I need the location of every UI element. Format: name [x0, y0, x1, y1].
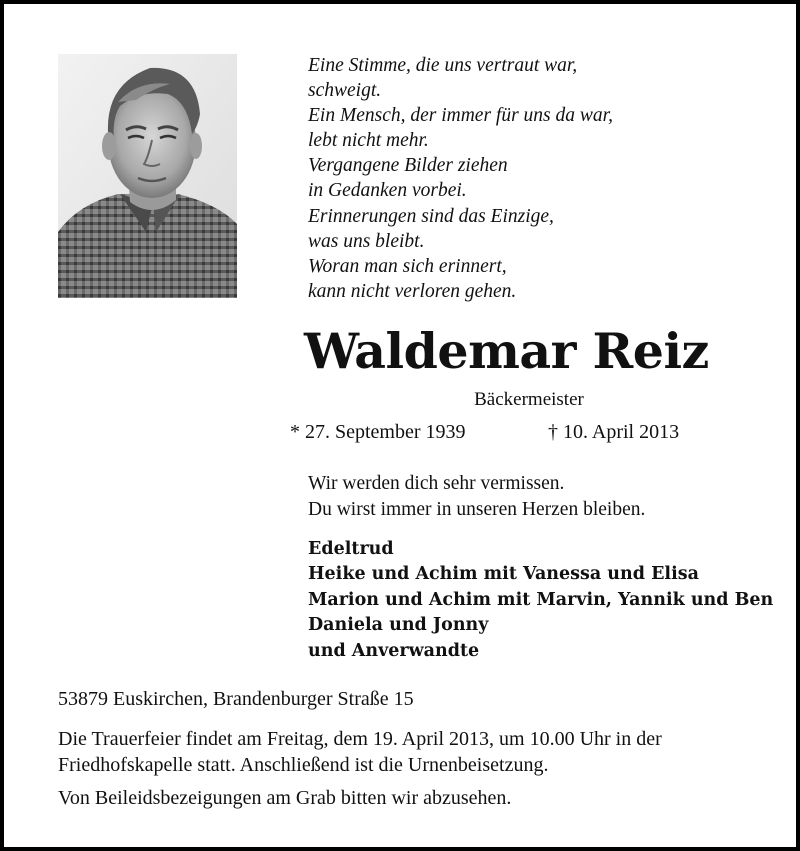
- funeral-service-info: [58, 727, 662, 778]
- deceased-name: Waldemar Reiz: [304, 322, 709, 380]
- poem-line: schweigt.: [308, 80, 382, 102]
- poem-line: lebt nicht mehr.: [308, 130, 429, 152]
- poem-line: Eine Stimme, die uns vertraut war,: [308, 55, 578, 76]
- mourner-line: Daniela und Jonny: [308, 615, 489, 636]
- death-date: † 10. April 2013: [548, 421, 680, 443]
- poem-line: in Gedanken vorbei.: [308, 180, 467, 202]
- profession-row: [4, 389, 800, 411]
- birth-date: * 27. September 1939: [290, 421, 466, 443]
- service-line: Die Trauerfeier findet am Freitag, dem 19. April 2013, um 10.00 Uhr in der: [58, 728, 662, 750]
- farewell-line: Wir werden dich sehr vermissen.: [308, 473, 565, 494]
- poem-line: Vergangene Bilder ziehen: [308, 155, 508, 177]
- poem-line: was uns bleibt.: [308, 230, 425, 252]
- mourner-line: Marion und Achim mit Marvin, Yannik und Ben: [308, 589, 774, 610]
- condolence-note: Von Beileidsbezeigungen am Grab bitten wir abzusehen.: [58, 787, 512, 809]
- portrait-photo: [58, 54, 237, 298]
- poem-line: Ein Mensch, der immer für uns da war,: [308, 105, 613, 127]
- mourner-line: und Anverwandte: [308, 640, 480, 661]
- poem-line: Erinnerungen sind das Einzige,: [308, 205, 554, 227]
- service-line: Friedhofskapelle statt. Anschließend ist die Urnenbeisetzung.: [58, 753, 549, 776]
- mourner-line: Edeltrud: [308, 539, 394, 559]
- poem-line: Woran man sich erinnert,: [308, 255, 507, 277]
- memorial-poem: [308, 53, 613, 304]
- family-address: 53879 Euskirchen, Brandenburger Straße 15: [58, 688, 414, 710]
- deceased-profession: Bäckermeister: [474, 389, 584, 410]
- farewell-line: Du wirst immer in unseren Herzen bleiben.: [308, 498, 646, 520]
- mourners-list: [308, 537, 773, 664]
- mourner-line: Heike und Achim mit Vanessa und Elisa: [308, 564, 699, 585]
- poem-line: kann nicht verloren gehen.: [308, 280, 517, 302]
- farewell-message: [308, 471, 645, 522]
